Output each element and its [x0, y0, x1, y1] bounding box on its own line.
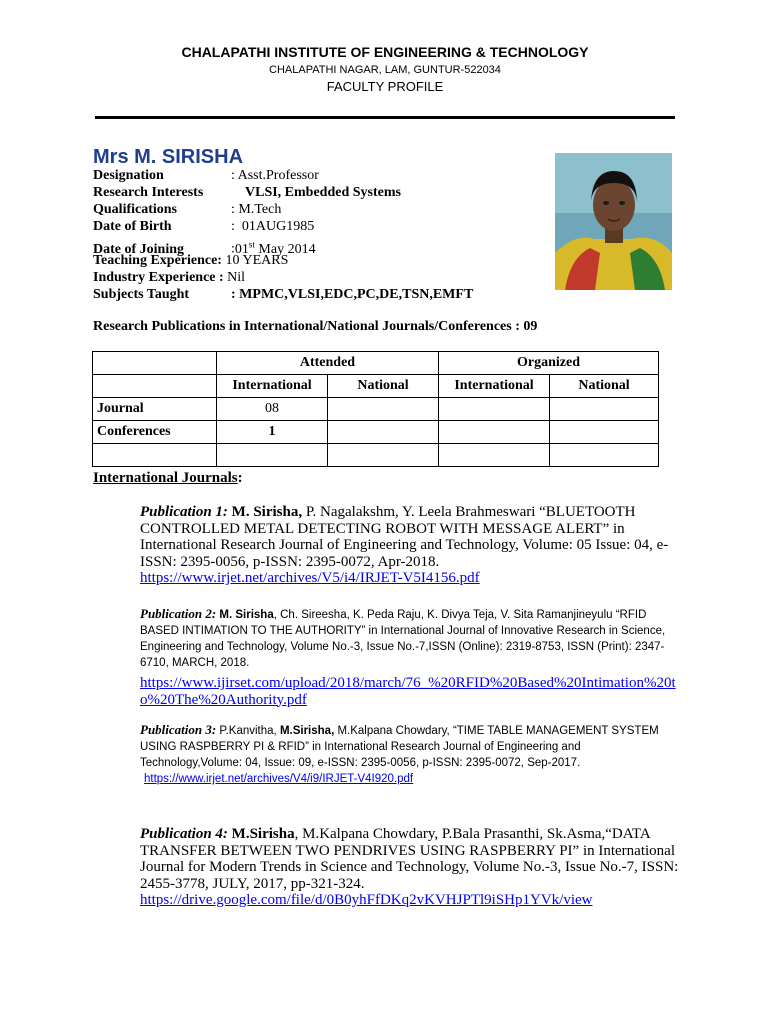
institute-name: CHALAPATHI INSTITUTE OF ENGINEERING & TECHNOLOGY: [181, 44, 589, 60]
section-title: [93, 470, 243, 487]
publication-author: M. Sirisha: [219, 609, 274, 621]
field-separator: :: [231, 219, 235, 234]
table-cell: [328, 398, 439, 421]
publication-tag: Publication 2:: [140, 606, 217, 621]
table-cell: [550, 444, 659, 467]
publication-text: M.Kalpana Chowdary, “TIME TABLE MANAGEMENT SYSTEM USING RASPBERRY PI & RFID” in International Research Journal of Engineering and Technology,Volume: 04, Issue: 09, e-ISSN: 2395-0056, p-ISSN: 2395-0072, Sep-2017.: [140, 725, 659, 769]
publication-tag: Publication 3:: [140, 722, 217, 737]
field-label: Date of Joining: [93, 241, 184, 257]
table-row: [93, 375, 659, 398]
publication-link[interactable]: https://www.irjet.net/archives/V4/i9/IRJET-V4I920.pdf: [144, 773, 414, 785]
section-title-text: International Journals: [93, 470, 238, 486]
field-separator: :: [231, 287, 236, 302]
field-value: 10 YEARS: [221, 253, 289, 268]
field-teaching-experience: [93, 253, 288, 269]
table-cell: [439, 421, 550, 444]
table-row: [93, 398, 659, 421]
publication-author: M.Sirisha: [231, 826, 295, 842]
table-row: [93, 444, 659, 467]
field-label: Subjects Taught: [93, 287, 190, 302]
table-cell: [550, 421, 659, 444]
table-cell: 08: [217, 398, 328, 421]
field-date-of-birth: [93, 219, 314, 235]
publication-link[interactable]: https://www.irjet.net/archives/V5/i4/IRJET-V5I4156.pdf: [140, 570, 480, 586]
publication-text: P. Nagalakshm, Y. Leela Brahmeswari “BLUETOOTH CONTROLLED METAL DETECTING ROBOT WITH MESSAGE ALERT” in International Research Journal of Engineering and Technology, Volume: 05 Issue: 04, e-ISSN: 2395-0056, p-ISSN: 2395-0072, Apr-2018.: [140, 504, 669, 570]
faculty-profile-heading: FACULTY PROFILE: [326, 79, 444, 94]
field-label: Industry Experience :: [93, 270, 224, 285]
publication-4: [140, 826, 680, 909]
field-value: 01AUG1985: [234, 219, 315, 234]
field-label: Research Interests: [93, 185, 204, 200]
publications-summary: Research Publications in International/National Journals/Conferences : 09: [93, 319, 538, 334]
field-value: Nil: [223, 270, 246, 285]
table-row: [93, 421, 659, 444]
publication-author: M. Sirisha,: [231, 504, 303, 520]
field-value: M.Tech: [234, 202, 282, 217]
field-separator: :: [231, 241, 235, 257]
publication-2: [140, 606, 680, 709]
table-cell: [217, 444, 328, 467]
publication-1: [140, 504, 680, 587]
field-subjects-taught: [93, 287, 473, 303]
table-header-international: International: [217, 375, 328, 398]
field-separator: :: [231, 168, 235, 183]
table-header-national: National: [550, 375, 659, 398]
table-cell: 1: [217, 421, 328, 444]
table-row: [93, 352, 659, 375]
field-label: Teaching Experience:: [93, 253, 222, 268]
faculty-photo: [555, 153, 672, 290]
publication-pre: P.Kanvitha,: [216, 725, 280, 737]
publication-tag: Publication 4:: [140, 826, 228, 842]
publication-3: [140, 722, 680, 787]
institute-address: CHALAPATHI NAGAR, LAM, GUNTUR-522034: [269, 64, 501, 76]
section-title-colon: :: [237, 470, 243, 486]
field-label: Qualifications: [93, 202, 178, 217]
publication-text: , Ch. Sireesha, K. Peda Raju, K. Divya Teja, V. Sita Ramanjineyulu “RFID BASED INTIMATION TO THE AUTHORITY” in International Journal of Innovative Research in Science, Engineering and Technology, Volume No.-3, Issue No.-7,ISSN (Online): 2319-8753, ISSN (Print): 2347-6710, MARCH, 2018.: [140, 609, 666, 669]
table-row-label: Journal: [93, 398, 217, 421]
table-row-label: Conferences: [93, 421, 217, 444]
table-cell: [93, 352, 217, 375]
table-header-national: National: [328, 375, 439, 398]
header-rule: [95, 116, 675, 119]
table-cell: [439, 444, 550, 467]
faculty-name: Mrs M. SIRISHA: [93, 146, 244, 168]
table-cell: [328, 444, 439, 467]
table-cell: [550, 398, 659, 421]
field-research-interests: [93, 185, 401, 201]
field-industry-experience: [93, 270, 245, 286]
publications-table: [92, 351, 659, 467]
field-label: Designation: [93, 168, 164, 183]
table-header-international: International: [439, 375, 550, 398]
field-value: 01st May 2014: [234, 239, 316, 257]
field-label: Date of Birth: [93, 219, 172, 234]
field-value: VLSI, Embedded Systems: [245, 185, 401, 200]
table-cell: [93, 375, 217, 398]
field-separator: :: [231, 202, 235, 217]
publication-link[interactable]: https://drive.google.com/file/d/0B0yhFfDKq2vKVHJPTl9iSHp1YVk/view: [140, 892, 593, 908]
publication-author: M.Sirisha,: [279, 725, 335, 737]
publication-text: , M.Kalpana Chowdary, P.Bala Prasanthi, Sk.Asma,“DATA TRANSFER BETWEEN TWO PENDRIVES USING RASPBERRY PI” in International Journal for Modern Trends in Science and Technology, Volume No.-3, Issue No.-7, ISSN: 2455-3778, JULY, 2017, pp-321-324.: [140, 826, 679, 892]
publication-link[interactable]: https://www.ijirset.com/upload/2018/march/76_%20RFID%20Based%20Intimation%20to%20The%20Authority.pdf: [140, 675, 676, 708]
field-value: MPMC,VLSI,EDC,PC,DE,TSN,EMFT: [235, 287, 474, 302]
table-header-attended: Attended: [217, 352, 439, 375]
table-cell: [328, 421, 439, 444]
field-value: Asst.Professor: [234, 168, 319, 183]
table-cell: [439, 398, 550, 421]
table-row-label: [93, 444, 217, 467]
field-designation: [93, 168, 319, 184]
table-header-organized: Organized: [439, 352, 659, 375]
field-qualifications: [93, 202, 281, 218]
publication-tag: Publication 1:: [140, 504, 228, 520]
